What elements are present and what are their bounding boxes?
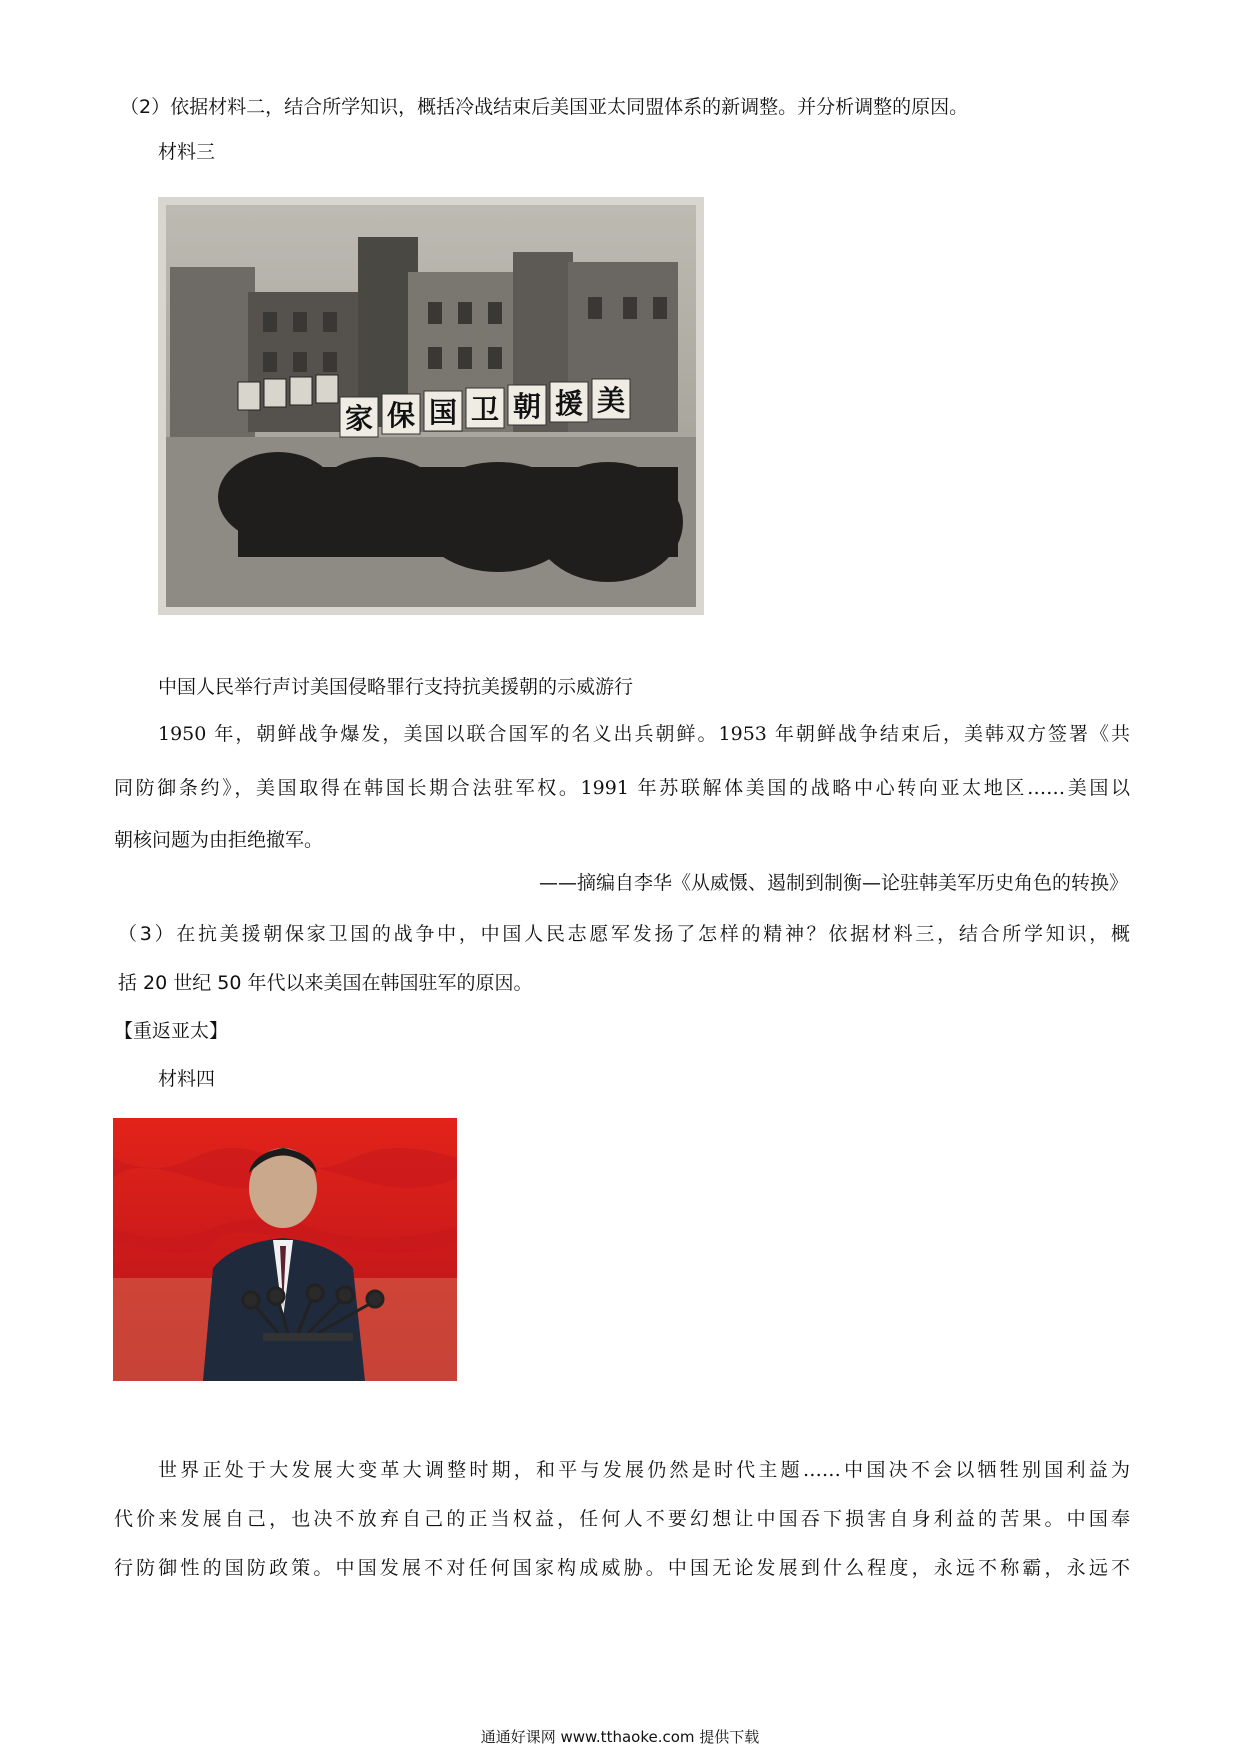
material-3-line-3: 朝核问题为由拒绝撤军。	[114, 829, 324, 851]
material-4-label: 材料四	[158, 1068, 216, 1090]
svg-text:国: 国	[428, 396, 458, 429]
photo-caption: 中国人民举行声讨美国侵略罪行支持抗美援朝的示威游行	[158, 676, 634, 698]
speech-photo	[113, 1118, 457, 1381]
material-3-source: ——摘编自李华《从威慑、遏制到制衡—论驻韩美军历史角色的转换》	[538, 872, 1128, 894]
protest-march-photo	[158, 197, 704, 615]
question-2: （2）依据材料二，结合所学知识，概括冷战结束后美国亚太同盟体系的新调整。并分析调整的原因。	[120, 96, 969, 118]
question-3-line-1: （3）在抗美援朝保家卫国的战争中，中国人民志愿军发扬了怎样的精神？依据材料三，结合所学知识，概	[118, 923, 1130, 945]
svg-text:朝: 朝	[512, 390, 542, 423]
section-title: 【重返亚太】	[114, 1020, 229, 1042]
material-4-line-1: 世界正处于大发展大变革大调整时期，和平与发展仍然是时代主题……中国决不会以牺牲别国利益为	[158, 1459, 1130, 1481]
svg-text:美: 美	[596, 384, 626, 417]
svg-text:卫: 卫	[470, 393, 500, 426]
question-3-line-2: 括 20 世纪 50 年代以来美国在韩国驻军的原因。	[118, 972, 533, 994]
material-4-line-2: 代价来发展自己，也决不放弃自己的正当权益，任何人不要幻想让中国吞下损害自身利益的苦果。中国奉	[114, 1508, 1130, 1530]
footer-text: 通通好课网 www.tthaoke.com 提供下载	[480, 1728, 760, 1746]
material-3-line-2: 同防御条约》，美国取得在韩国长期合法驻军权。1991 年苏联解体美国的战略中心转向亚太地区……美国以	[114, 777, 1130, 799]
svg-text:家: 家	[344, 402, 374, 435]
svg-text:保: 保	[386, 399, 416, 432]
svg-text:援: 援	[554, 387, 584, 420]
material-3-label: 材料三	[158, 141, 216, 163]
material-4-line-3: 行防御性的国防政策。中国发展不对任何国家构成威胁。中国无论发展到什么程度，永远不称霸，永远不	[114, 1557, 1130, 1579]
material-3-line-1: 1950 年，朝鲜战争爆发，美国以联合国军的名义出兵朝鲜。1953 年朝鲜战争结束后，美韩双方签署《共	[158, 723, 1130, 745]
